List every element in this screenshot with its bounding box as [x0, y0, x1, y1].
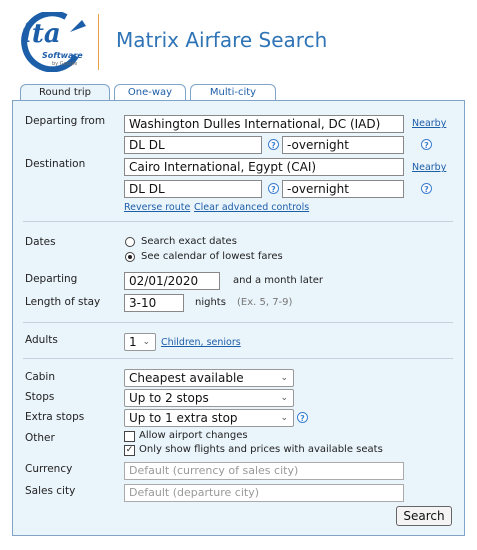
destination-input[interactable]: Cairo International, Egypt (CAI) [124, 158, 404, 176]
dates-label: Dates [25, 236, 56, 248]
extra-stops-value: Up to 1 extra stop [129, 411, 238, 425]
origin-input[interactable]: Washington Dulles International, DC (IAD) [124, 115, 404, 133]
logo-by-google: by Google [52, 61, 78, 67]
cabin-label: Cabin [25, 371, 56, 383]
tab-one-way[interactable]: One-way [114, 84, 186, 100]
available-seats-label[interactable]: Only show flights and prices with available seats [139, 444, 383, 455]
length-of-stay-hint: (Ex. 5, 7-9) [237, 297, 293, 308]
search-form-panel [12, 100, 465, 536]
adults-value: 1 [129, 335, 137, 349]
section-divider [23, 221, 453, 222]
help-icon[interactable]: ? [421, 139, 432, 150]
page-title: Matrix Airfare Search [116, 28, 328, 52]
chevron-down-icon: ⌄ [142, 337, 150, 347]
chevron-down-icon: ⌄ [280, 413, 288, 423]
calendar-lowest-fares-label[interactable]: See calendar of lowest fares [141, 251, 283, 262]
logo-software: Software [42, 51, 83, 60]
origin-nearby-link[interactable]: Nearby [412, 118, 447, 129]
origin-carrier-input[interactable]: DL DL [124, 136, 262, 154]
departing-from-label: Departing from [25, 115, 106, 127]
section-divider [23, 322, 453, 323]
length-of-stay-label: Length of stay [25, 296, 101, 308]
origin-overnight-input[interactable]: -overnight [282, 136, 404, 154]
help-icon[interactable]: ? [268, 183, 279, 194]
nights-label: nights [195, 297, 226, 308]
search-button[interactable]: Search [396, 506, 452, 526]
length-of-stay-input[interactable]: 3-10 [124, 294, 184, 312]
currency-label: Currency [25, 463, 73, 475]
reverse-route-link[interactable]: Reverse route [124, 202, 191, 213]
tab-multi-city[interactable]: Multi-city [190, 84, 276, 100]
stops-select[interactable] [124, 389, 294, 407]
available-seats-checkbox[interactable]: ✓ [125, 445, 134, 455]
departing-date-input[interactable]: 02/01/2020 [124, 272, 220, 290]
tab-round-trip[interactable]: Round trip [20, 84, 110, 102]
allow-airport-changes-checkbox[interactable] [124, 431, 135, 442]
extra-stops-label: Extra stops [25, 411, 85, 423]
cabin-value: Cheapest available [129, 371, 244, 385]
children-seniors-link[interactable]: Children, seniors [161, 337, 241, 348]
search-exact-dates-label[interactable]: Search exact dates [141, 236, 237, 247]
chevron-down-icon: ⌄ [280, 393, 288, 403]
ita-software-logo [6, 12, 92, 72]
sales-city-input[interactable]: Default (departure city) [124, 484, 404, 502]
section-divider [23, 358, 453, 359]
destination-label: Destination [25, 158, 86, 170]
help-icon[interactable]: ? [297, 412, 308, 423]
header-divider [98, 14, 99, 70]
help-icon[interactable]: ? [268, 139, 279, 150]
destination-nearby-link[interactable]: Nearby [412, 162, 447, 173]
allow-airport-changes-label[interactable]: Allow airport changes [139, 430, 248, 441]
departing-date-suffix: and a month later [233, 275, 324, 286]
search-exact-dates-radio[interactable] [125, 237, 135, 247]
destination-overnight-input[interactable]: -overnight [282, 180, 404, 198]
destination-carrier-input[interactable]: DL DL [124, 180, 262, 198]
other-label: Other [25, 432, 55, 444]
cabin-select[interactable] [124, 369, 294, 387]
chevron-down-icon: ⌄ [280, 373, 288, 383]
clear-advanced-controls-link[interactable]: Clear advanced controls [194, 202, 310, 213]
departing-label: Departing [25, 273, 78, 285]
stops-label: Stops [25, 391, 55, 403]
sales-city-label: Sales city [25, 485, 76, 497]
logo-wordmark: ita [22, 19, 61, 49]
adults-select[interactable] [124, 333, 156, 351]
currency-input[interactable]: Default (currency of sales city) [124, 462, 404, 480]
calendar-lowest-fares-radio[interactable] [125, 252, 135, 262]
stops-value: Up to 2 stops [129, 391, 209, 405]
help-icon[interactable]: ? [421, 183, 432, 194]
adults-label: Adults [25, 334, 58, 346]
extra-stops-select[interactable] [124, 409, 294, 427]
